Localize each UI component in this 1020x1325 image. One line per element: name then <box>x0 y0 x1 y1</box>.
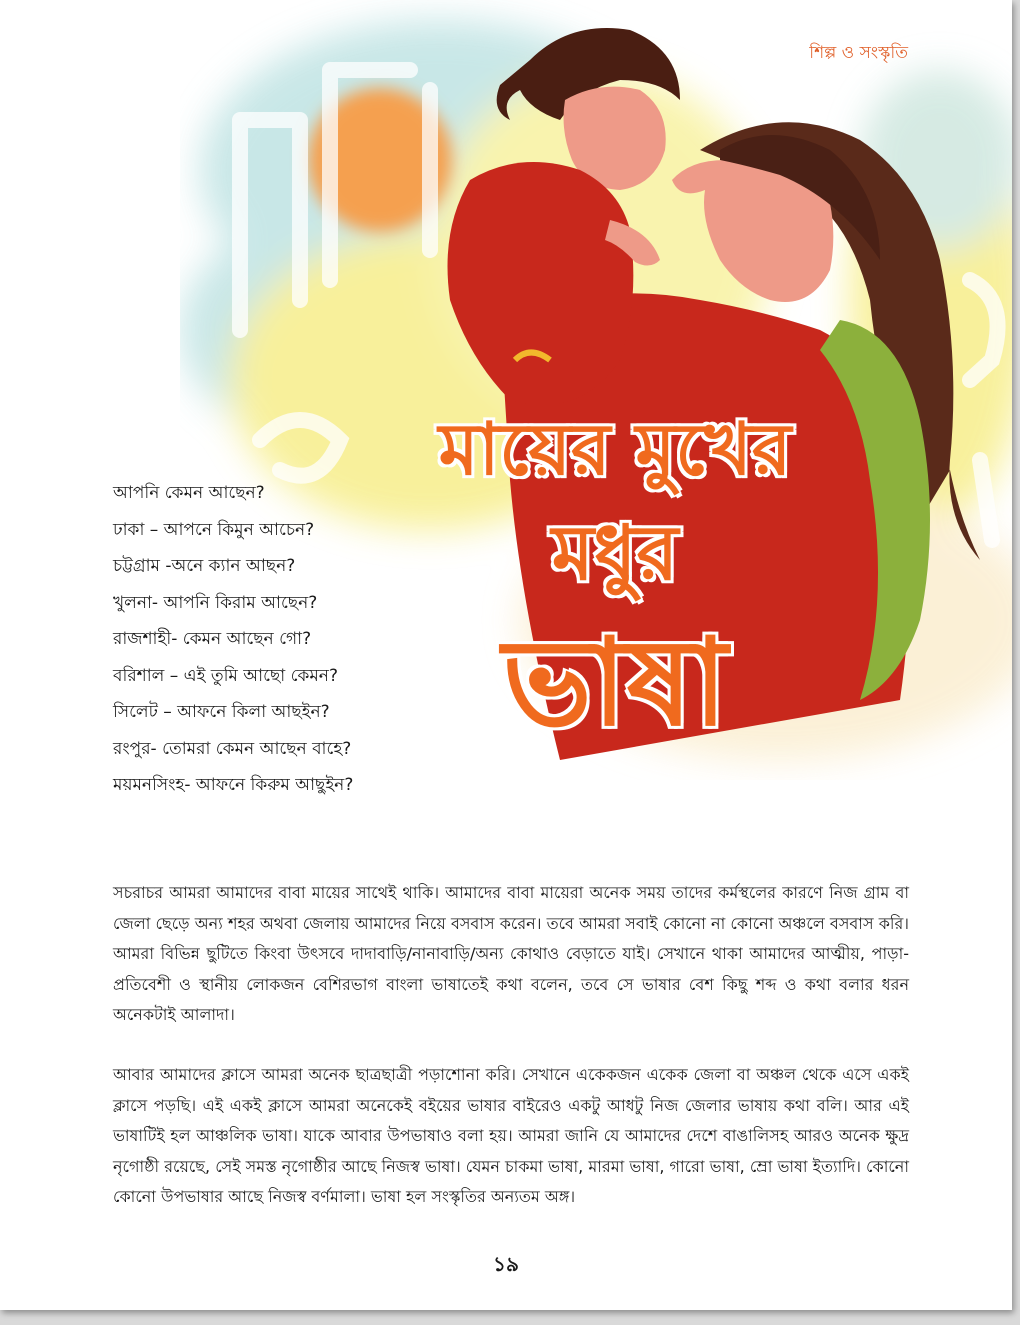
title-line-2: মধুর <box>551 508 679 597</box>
title-lettering <box>395 395 835 775</box>
body-paragraph: সচরাচর আমরা আমাদের বাবা মায়ের সাথেই থাকি। আমাদের বাবা মায়েরা অনেক সময় তাদের কর্মস্থলের কারণে নিজ গ্রাম বা জেলা ছেড়ে অন্য শহর অথবা জেলায় আমাদের নিয়ে বসবাস করেন। তবে আমরা সবাই কোনো না কোনো অঞ্চলে বসবাস করি। আমরা বিভিন্ন ছুটিতে কিংবা উৎসবে দাদাবাড়ি/নানাবাড়ি/অন্য কোথাও বেড়াতে যাই। সেখানে থাকা আমাদের আত্মীয়, পাড়া-প্রতিবেশী ও স্থানীয় লোকজন বেশিরভাগ বাংলা ভাষাতেই কথা বলেন, তবে সে ভাষার বেশ কিছু শব্দ ও কথা বলার ধরন অনেকটাই আলাদা। <box>113 883 909 1025</box>
greeting-item: ঢাকা – আপনে কিমুন আচেন? <box>113 519 315 540</box>
title-line-3: ভাষা <box>502 614 728 753</box>
title-line-1: মায়ের মুখের <box>438 407 792 491</box>
greeting-item: রাজশাহী- কেমন আছেন গো? <box>113 629 312 649</box>
greeting-item: খুলনা- আপনি কিরাম আছেন? <box>113 592 318 613</box>
greeting-item: আপনি কেমন আছেন? <box>113 483 265 503</box>
greeting-item: রংপুর- তোমরা কেমন আছেন বাহে? <box>113 738 352 759</box>
body-paragraph: আবার আমাদের ক্লাসে আমরা অনেক ছাত্রছাত্রী পড়াশোনা করি। সেখানে একেকজন একেক জেলা বা অঞ্চল থেকে এসে একই ক্লাসে পড়ছি। এই একই ক্লাসে আমরা অনেকেই বইয়ের ভাষার বাইরেও একটু আধটু নিজ জেলার ভাষায় কথা বলি। আর এই ভাষাটিই হল আঞ্চলিক ভাষা। যাকে আবার উপভাষাও বলা হয়। আমরা জানি যে আমাদের দেশে বাঙালিসহ আরও অনেক ক্ষুদ্র নৃগোষ্ঠী রয়েছে, সেই সমস্ত নৃগোষ্ঠীর আছে নিজস্ব ভাষা। যেমন চাকমা ভাষা, মারমা ভাষা, গারো ভাষা, ম্রো ভাষা ইত্যাদি। কোনো কোনো উপভাষার আছে নিজস্ব বর্ণমালা। ভাষা হল সংস্কৃতির অন্যতম অঙ্গ। <box>113 1065 909 1207</box>
greeting-item: সিলেট – আফনে কিলা আছইন? <box>113 702 330 722</box>
page-number: ১৯ <box>493 1252 519 1276</box>
greeting-item: বরিশাল – এই তুমি আছো কেমন? <box>113 665 338 686</box>
greeting-item: চট্টগ্রাম -অনে ক্যান আছন? <box>113 556 296 576</box>
greeting-item: ময়মনসিংহ- আফনে কিরুম আছুইন? <box>113 775 354 795</box>
greeting-list <box>113 475 433 804</box>
section-label: শিল্প ও সংস্কৃতি <box>809 43 908 63</box>
